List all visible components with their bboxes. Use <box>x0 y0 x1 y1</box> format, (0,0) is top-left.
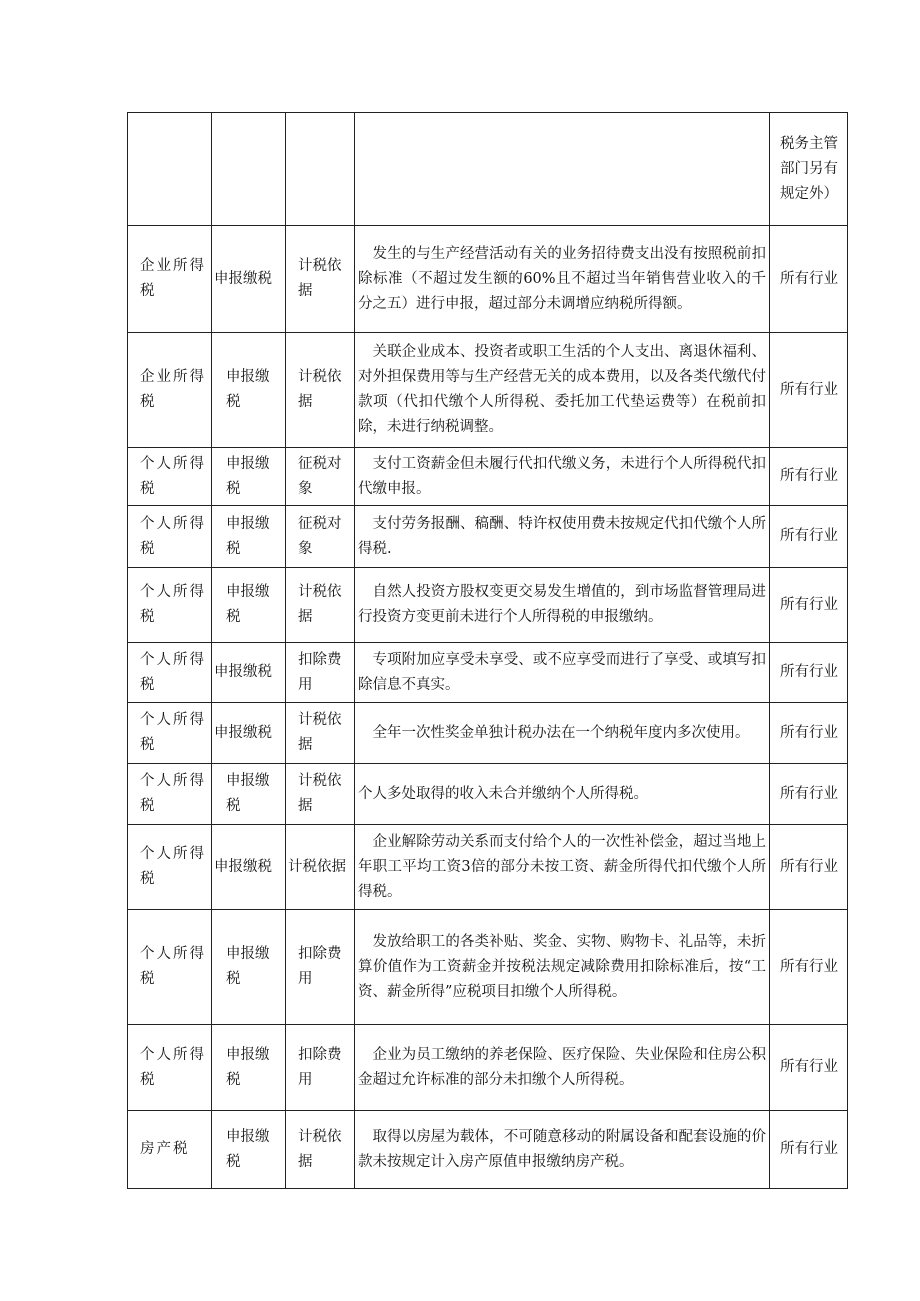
industry-cell: 所有行业 <box>770 506 848 568</box>
tax-type-cell: 企业所得税 <box>128 333 212 448</box>
description-cell: 支付工资薪金但未履行代扣代缴义务，未进行个人所得税代扣代缴申报。 <box>355 448 770 506</box>
tax-type-cell: 个人所得税 <box>128 506 212 568</box>
tax-risk-table <box>127 112 848 1189</box>
basis-cell: 征税对象 <box>286 506 355 568</box>
basis-cell: 计税依据 <box>286 764 355 825</box>
tax-type-cell: 个人所得税 <box>128 825 212 910</box>
table-row <box>128 703 848 764</box>
tax-type-cell: 个人所得税 <box>128 1025 212 1111</box>
filing-item-cell: 申报缴税 <box>212 825 286 910</box>
filing-item-cell: 申报缴税 <box>212 506 286 568</box>
tax-type-cell: 个人所得税 <box>128 448 212 506</box>
description-cell: 关联企业成本、投资者或职工生活的个人支出、离退休福利、对外担保费用等与生产经营无关的成本费用，以及各类代缴代付款项（代扣代缴个人所得税、委托加工代垫运费等）在税前扣除，未进行纳税调整。 <box>355 333 770 448</box>
table-row <box>128 1111 848 1189</box>
description-cell: 取得以房屋为载体，不可随意移动的附属设备和配套设施的价款未按规定计入房产原值申报缴纳房产税。 <box>355 1111 770 1189</box>
table-row <box>128 448 848 506</box>
basis-cell: 扣除费用 <box>286 643 355 703</box>
basis-cell: 扣除费用 <box>286 910 355 1025</box>
table-row <box>128 910 848 1025</box>
basis-cell: 扣除费用 <box>286 1025 355 1111</box>
tax-type-cell: 个人所得税 <box>128 703 212 764</box>
industry-cell: 所有行业 <box>770 568 848 643</box>
industry-cell: 所有行业 <box>770 226 848 333</box>
basis-cell: 计税依据 <box>286 703 355 764</box>
basis-cell: 征税对象 <box>286 448 355 506</box>
tax-type-cell: 个人所得税 <box>128 910 212 1025</box>
table-row <box>128 764 848 825</box>
industry-cell: 所有行业 <box>770 703 848 764</box>
description-cell: 发放给职工的各类补贴、奖金、实物、购物卡、礼品等，未折算价值作为工资薪金并按税法规定减除费用扣除标准后，按“工资、薪金所得”应税项目扣缴个人所得税。 <box>355 910 770 1025</box>
filing-item-cell <box>212 113 286 226</box>
table-row <box>128 643 848 703</box>
industry-cell: 所有行业 <box>770 764 848 825</box>
description-cell: 支付劳务报酬、稿酬、特许权使用费未按规定代扣代缴个人所得税. <box>355 506 770 568</box>
tax-type-cell: 企业所得税 <box>128 226 212 333</box>
industry-cell: 所有行业 <box>770 643 848 703</box>
tax-type-cell: 房产税 <box>128 1111 212 1189</box>
description-cell: 个人多处取得的收入未合并缴纳个人所得税。 <box>355 764 770 825</box>
tax-type-cell: 个人所得税 <box>128 764 212 825</box>
basis-cell: 计税依据 <box>286 1111 355 1189</box>
filing-item-cell: 申报缴税 <box>212 764 286 825</box>
industry-cell: 所有行业 <box>770 448 848 506</box>
filing-item-cell: 申报缴税 <box>212 333 286 448</box>
description-cell: 全年一次性奖金单独计税办法在一个纳税年度内多次使用。 <box>355 703 770 764</box>
description-cell <box>355 113 770 226</box>
tax-type-cell: 个人所得税 <box>128 568 212 643</box>
table-row <box>128 333 848 448</box>
table-row <box>128 226 848 333</box>
table-row <box>128 506 848 568</box>
basis-cell: 计税依据 <box>286 825 355 910</box>
industry-cell: 所有行业 <box>770 1025 848 1111</box>
filing-item-cell: 申报缴税 <box>212 568 286 643</box>
table-row <box>128 1025 848 1111</box>
table-row <box>128 113 848 226</box>
tax-type-cell: 个人所得税 <box>128 643 212 703</box>
industry-cell: 税务主管部门另有规定外） <box>770 113 848 226</box>
description-cell: 企业解除劳动关系而支付给个人的一次性补偿金，超过当地上年职工平均工资3倍的部分未按工资、薪金所得代扣代缴个人所得税。 <box>355 825 770 910</box>
basis-cell: 计税依据 <box>286 568 355 643</box>
filing-item-cell: 申报缴税 <box>212 448 286 506</box>
filing-item-cell: 申报缴税 <box>212 643 286 703</box>
basis-cell: 计税依据 <box>286 226 355 333</box>
filing-item-cell: 申报缴税 <box>212 1025 286 1111</box>
industry-cell: 所有行业 <box>770 333 848 448</box>
industry-cell: 所有行业 <box>770 1111 848 1189</box>
filing-item-cell: 申报缴税 <box>212 226 286 333</box>
filing-item-cell: 申报缴税 <box>212 1111 286 1189</box>
description-cell: 发生的与生产经营活动有关的业务招待费支出没有按照税前扣除标准（不超过发生额的60%且不超过当年销售营业收入的千分之五）进行申报，超过部分未调增应纳税所得额。 <box>355 226 770 333</box>
filing-item-cell: 申报缴税 <box>212 910 286 1025</box>
table-row <box>128 568 848 643</box>
table-row <box>128 825 848 910</box>
basis-cell <box>286 113 355 226</box>
filing-item-cell: 申报缴税 <box>212 703 286 764</box>
description-cell: 自然人投资方股权变更交易发生增值的，到市场监督管理局进行投资方变更前未进行个人所得税的申报缴纳。 <box>355 568 770 643</box>
industry-cell: 所有行业 <box>770 910 848 1025</box>
basis-cell: 计税依据 <box>286 333 355 448</box>
description-cell: 专项附加应享受未享受、或不应享受而进行了享受、或填写扣除信息不真实。 <box>355 643 770 703</box>
description-cell: 企业为员工缴纳的养老保险、医疗保险、失业保险和住房公积金超过允许标准的部分未扣缴个人所得税。 <box>355 1025 770 1111</box>
tax-type-cell <box>128 113 212 226</box>
industry-cell: 所有行业 <box>770 825 848 910</box>
